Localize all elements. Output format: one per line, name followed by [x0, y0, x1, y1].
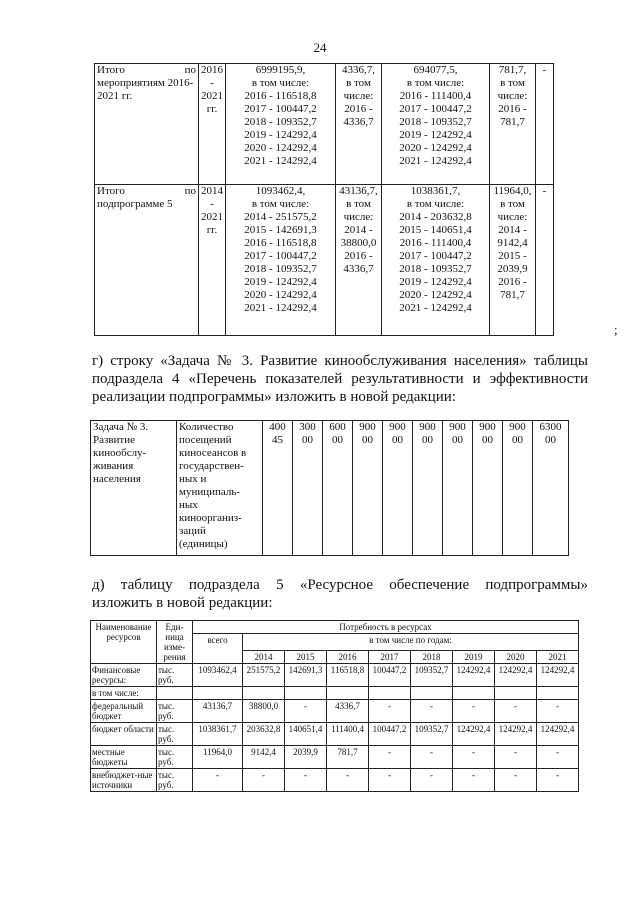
- resources-name: местные бюджеты: [91, 746, 157, 769]
- task-3-value-line: 400: [269, 421, 286, 433]
- resources-row: [91, 664, 579, 687]
- resources-year: 2015: [285, 651, 327, 664]
- resources-unit: тыс. руб.: [157, 700, 193, 723]
- summary-total-line: 2014 - 251575,2: [244, 211, 317, 223]
- page-number: 24: [313, 40, 327, 55]
- task-3-indicator-line: киносеансов в: [179, 447, 247, 459]
- paragraph-g-line: г) строку «Задача № 3. Развитие кинообслуживания населения» таблицы: [92, 353, 588, 369]
- summary-local-line: 781,7: [500, 289, 525, 301]
- resources-value: 140651,4: [285, 723, 327, 746]
- summary-total-line: в том числе:: [251, 77, 310, 89]
- task-3-value-line: 900: [359, 421, 376, 433]
- task-3-value-line: 00: [362, 434, 373, 446]
- task-3-value-line: 00: [302, 434, 313, 446]
- resources-value: 100447,2: [369, 664, 411, 687]
- resources-value: -: [537, 700, 579, 723]
- resources-value: -: [285, 700, 327, 723]
- resources-value: -: [453, 746, 495, 769]
- resources-unit: тыс. руб.: [157, 746, 193, 769]
- task-3-value-line: 900: [479, 421, 496, 433]
- task-3-value-line: 00: [512, 434, 523, 446]
- summary-regional-line: 2016 - 111400,4: [399, 90, 472, 102]
- task-3-value-line: 600: [329, 421, 346, 433]
- summary-local: [490, 64, 536, 185]
- summary-federal-line: 38800,0: [340, 237, 377, 249]
- task-3-indicator-line: государствен-: [179, 460, 244, 472]
- resources-value: [411, 687, 453, 700]
- summary-total-line: 2020 - 124292,4: [244, 142, 317, 154]
- resources-value: -: [537, 769, 579, 792]
- resources-value: -: [369, 700, 411, 723]
- task-3-value-line: 900: [389, 421, 406, 433]
- summary-local-line: числе:: [497, 90, 528, 102]
- task-3-indicator-line: Количество: [179, 421, 234, 433]
- resources-value: -: [411, 769, 453, 792]
- summary-local-line: 2016 -: [498, 103, 527, 115]
- resources-value: 124292,4: [495, 723, 537, 746]
- summary-label-rest: подпрограмме 5: [97, 198, 173, 210]
- resources-value: -: [495, 700, 537, 723]
- summary-label-word: Итого: [97, 64, 125, 76]
- paragraph-g-line: реализации подпрограммы» изложить в новой редакции:: [92, 389, 456, 405]
- resources-total: [193, 687, 243, 700]
- summary-total-line: 2016 - 116518,8: [244, 90, 317, 102]
- summary-federal-line: числе:: [343, 90, 374, 102]
- resources-value: [495, 687, 537, 700]
- trailing-semicolon: ;: [614, 322, 618, 337]
- resources-value: -: [369, 769, 411, 792]
- task-3-indicator-line: посещений: [179, 434, 232, 446]
- summary-total: [226, 64, 336, 185]
- summary-local-line: 781,7,: [498, 64, 527, 76]
- task-3-value-line: 45: [272, 434, 283, 446]
- summary-total-line: 2017 - 100447,2: [244, 103, 317, 115]
- resources-value: -: [495, 746, 537, 769]
- resources-total: 1093462,4: [193, 664, 243, 687]
- task-3-name-line: населения: [93, 473, 141, 485]
- summary-regional-line: 2018 - 109352,7: [399, 263, 472, 275]
- summary-label-word: Итого: [97, 185, 125, 197]
- resources-head-need: Потребность в ресурсах: [193, 621, 579, 634]
- resources-year: 2019: [453, 651, 495, 664]
- summary-regional-line: 2021 - 124292,4: [399, 155, 472, 167]
- task-3-value-line: 00: [392, 434, 403, 446]
- summary-total-line: 2019 - 124292,4: [244, 129, 317, 141]
- summary-total: [226, 185, 336, 336]
- resources-head-total: всего: [193, 634, 243, 664]
- task-3-value-line: 00: [482, 434, 493, 446]
- resources-unit: тыс. руб.: [157, 664, 193, 687]
- task-3-value: [413, 421, 443, 556]
- resources-value: 116518,8: [327, 664, 369, 687]
- summary-row: [95, 64, 554, 185]
- summary-regional-line: 2020 - 124292,4: [399, 142, 472, 154]
- resources-value: 109352,7: [411, 664, 453, 687]
- resources-year: 2021: [537, 651, 579, 664]
- resources-year: 2014: [243, 651, 285, 664]
- resources-unit: тыс. руб.: [157, 769, 193, 792]
- summary-federal-line: в том: [346, 198, 371, 210]
- resources-value: -: [369, 746, 411, 769]
- summary-federal-line: 4336,7: [343, 116, 374, 128]
- summary-total-line: 2019 - 124292,4: [244, 276, 317, 288]
- task-3-value: [443, 421, 473, 556]
- summary-period-line: гг.: [206, 224, 218, 236]
- summary-total-line: 1093462,4,: [255, 185, 306, 197]
- task-3-value-line: 6300: [539, 421, 562, 433]
- resources-total: 11964,0: [193, 746, 243, 769]
- resources-unit: [157, 687, 193, 700]
- summary-local-line: 2014 -: [498, 224, 527, 236]
- summary-regional-line: в том числе:: [406, 77, 465, 89]
- resources-value: -: [327, 769, 369, 792]
- summary-federal-line: 4336,7,: [342, 64, 375, 76]
- summary-total-line: в том числе:: [251, 198, 310, 210]
- summary-regional-line: 2020 - 124292,4: [399, 289, 472, 301]
- summary-regional-line: 2017 - 100447,2: [399, 250, 472, 262]
- task-3-value: [293, 421, 323, 556]
- task-3-name-line: живания: [93, 460, 134, 472]
- task-3-name-line: Развитие: [93, 434, 136, 446]
- resources-value: 109352,7: [411, 723, 453, 746]
- paragraph-d: [92, 576, 588, 612]
- task-3-value: [353, 421, 383, 556]
- task-3-value-line: 300: [299, 421, 316, 433]
- resources-value: 124292,4: [537, 664, 579, 687]
- resources-value: 124292,4: [453, 664, 495, 687]
- summary-total-line: 2018 - 109352,7: [244, 263, 317, 275]
- resources-value: [537, 687, 579, 700]
- summary-federal: [336, 185, 382, 336]
- resources-value: 124292,4: [537, 723, 579, 746]
- resources-year: 2017: [369, 651, 411, 664]
- resources-unit: тыс. руб.: [157, 723, 193, 746]
- task-3-name-line: Задача № 3.: [93, 421, 149, 433]
- summary-total-line: 2021 - 124292,4: [244, 155, 317, 167]
- summary-federal-line: числе:: [343, 211, 374, 223]
- task-3-value-line: 00: [452, 434, 463, 446]
- resources-head-name: Наименование ресурсов: [91, 621, 157, 664]
- summary-period-line: -: [210, 198, 214, 210]
- resources-row: [91, 769, 579, 792]
- resources-total: -: [193, 769, 243, 792]
- summary-local-line: 11964,0,: [493, 185, 532, 197]
- resources-value: [243, 687, 285, 700]
- summary-label-line: [97, 64, 196, 77]
- task-3-value: [533, 421, 569, 556]
- summary-total-line: 2020 - 124292,4: [244, 289, 317, 301]
- resources-table: [90, 620, 579, 792]
- resources-value: 9142,4: [243, 746, 285, 769]
- resources-total: 1038361,7: [193, 723, 243, 746]
- summary-federal-line: 2016 -: [344, 103, 373, 115]
- summary-local-line: 2039,9: [497, 263, 528, 275]
- resources-header-row: [91, 621, 579, 634]
- resources-value: [453, 687, 495, 700]
- resources-row: [91, 687, 579, 700]
- summary-total-line: 2017 - 100447,2: [244, 250, 317, 262]
- resources-name: в том числе:: [91, 687, 157, 700]
- summary-regional: [382, 185, 490, 336]
- summary-local-line: числе:: [497, 211, 528, 223]
- summary-total-line: 2016 - 116518,8: [244, 237, 317, 249]
- summary-regional-line: 2019 - 124292,4: [399, 129, 472, 141]
- task-3-row: [91, 421, 569, 556]
- summary-regional-line: 694077,5,: [413, 64, 458, 76]
- summary-federal-line: 43136,7,: [339, 185, 378, 197]
- resources-value: [369, 687, 411, 700]
- resources-value: -: [453, 769, 495, 792]
- summary-label-word: по: [184, 64, 196, 76]
- task-3-value: [473, 421, 503, 556]
- summary-regional-line: 2018 - 109352,7: [399, 116, 472, 128]
- task-3-indicator-line: ных и: [179, 473, 207, 485]
- summary-regional-line: 2017 - 100447,2: [399, 103, 472, 115]
- resources-year: 2018: [411, 651, 453, 664]
- paragraph-d-line: изложить в новой редакции:: [92, 595, 273, 611]
- summary-regional: [382, 64, 490, 185]
- resources-name: Финансовые ресурсы:: [91, 664, 157, 687]
- summary-period-line: гг.: [206, 103, 218, 115]
- summary-federal-line: 2016 -: [344, 250, 373, 262]
- resources-value: 38800,0: [243, 700, 285, 723]
- summary-total-line: 2018 - 109352,7: [244, 116, 317, 128]
- task-3-indicator-line: заций: [179, 525, 206, 537]
- summary-regional-line: 2016 - 111400,4: [399, 237, 472, 249]
- paragraph-g: [92, 352, 588, 406]
- summary-local: [490, 185, 536, 336]
- task-3-name-line: кинообслу-: [93, 447, 147, 459]
- summary-row: [95, 185, 554, 336]
- summary-label-rest: мероприятиям 2016-2021 гг.: [97, 77, 194, 102]
- resources-value: -: [285, 769, 327, 792]
- resources-value: 124292,4: [495, 664, 537, 687]
- summary-federal-line: 2014 -: [344, 224, 373, 236]
- resources-year: 2020: [495, 651, 537, 664]
- summary-period: [199, 185, 226, 336]
- task-3-value-line: 00: [422, 434, 433, 446]
- summary-total-line: 2021 - 124292,4: [244, 302, 317, 314]
- summary-period: [199, 64, 226, 185]
- resources-name: федеральный бюджет: [91, 700, 157, 723]
- resources-value: 100447,2: [369, 723, 411, 746]
- paragraph-d-line: д) таблицу подраздела 5 «Ресурсное обеспечение подпрограммы»: [92, 577, 588, 593]
- resources-value: 781,7: [327, 746, 369, 769]
- task-3-value: [383, 421, 413, 556]
- resources-value: -: [411, 700, 453, 723]
- summary-regional-line: 2021 - 124292,4: [399, 302, 472, 314]
- summary-federal-line: в том: [346, 77, 371, 89]
- task-3-value-line: 00: [545, 434, 556, 446]
- task-3-value-line: 900: [419, 421, 436, 433]
- task-3-indicator-line: муниципаль-: [179, 486, 241, 498]
- summary-label: [95, 185, 199, 336]
- summary-local-line: в том: [500, 77, 525, 89]
- task-3-indicator: [177, 421, 263, 556]
- resources-value: 124292,4: [453, 723, 495, 746]
- resources-name: бюджет области: [91, 723, 157, 746]
- resources-row: [91, 746, 579, 769]
- task-3-value: [263, 421, 293, 556]
- summary-regional-line: 1038361,7,: [410, 185, 461, 197]
- resources-value: -: [453, 700, 495, 723]
- summary-period-line: 2016: [201, 64, 223, 76]
- resources-value: -: [537, 746, 579, 769]
- summary-period-line: 2021: [201, 211, 223, 223]
- summary-total-line: 2015 - 142691,3: [244, 224, 317, 236]
- task-3-value: [323, 421, 353, 556]
- resources-year: 2016: [327, 651, 369, 664]
- task-3-value-line: 00: [332, 434, 343, 446]
- task-3-value-line: 900: [509, 421, 526, 433]
- task-3-indicator-line: (единицы): [179, 538, 228, 550]
- resources-value: [285, 687, 327, 700]
- summary-period-line: -: [210, 77, 214, 89]
- task-3-value: [503, 421, 533, 556]
- task-3-table: [90, 420, 569, 556]
- summary-period-line: 2021: [201, 90, 223, 102]
- resources-value: 142691,3: [285, 664, 327, 687]
- task-3-value-line: 900: [449, 421, 466, 433]
- resources-head-unit: Еди-ница изме-рения: [157, 621, 193, 664]
- resources-value: [327, 687, 369, 700]
- summary-local-line: в том: [500, 198, 525, 210]
- resources-value: -: [411, 746, 453, 769]
- summary-total-line: 6999195,9,: [255, 64, 306, 76]
- resources-value: 111400,4: [327, 723, 369, 746]
- resources-row: [91, 700, 579, 723]
- summary-regional-line: в том числе:: [406, 198, 465, 210]
- resources-total: 43136,7: [193, 700, 243, 723]
- summary-label: [95, 64, 199, 185]
- summary-regional-line: 2015 - 140651,4: [399, 224, 472, 236]
- task-3-name: [91, 421, 177, 556]
- summary-regional-line: 2019 - 124292,4: [399, 276, 472, 288]
- summary-regional-line: 2014 - 203632,8: [399, 211, 472, 223]
- summary-period-line: 2014: [201, 185, 223, 197]
- summary-local-line: 781,7: [500, 116, 525, 128]
- summary-federal: [336, 64, 382, 185]
- task-3-indicator-line: ных: [179, 499, 198, 511]
- summary-local-line: 2015 -: [498, 250, 527, 262]
- summary-other: -: [536, 185, 554, 336]
- resources-head-incl: в том числе по годам:: [243, 634, 579, 651]
- summary-federal-line: 4336,7: [343, 263, 374, 275]
- summary-local-line: 9142,4: [497, 237, 528, 249]
- paragraph-g-line: подраздела 4 «Перечень показателей результативности и эффективности: [92, 371, 588, 387]
- resources-value: 203632,8: [243, 723, 285, 746]
- resources-value: 4336,7: [327, 700, 369, 723]
- summary-other: -: [536, 64, 554, 185]
- resources-value: 2039,9: [285, 746, 327, 769]
- summary-label-word: по: [184, 185, 196, 197]
- summary-label-line: [97, 185, 196, 198]
- resources-value: -: [243, 769, 285, 792]
- resources-row: [91, 723, 579, 746]
- summary-local-line: 2016 -: [498, 276, 527, 288]
- task-3-indicator-line: киноорганиз-: [179, 512, 242, 524]
- resources-value: 251575,2: [243, 664, 285, 687]
- resources-name: внебюджет-ные источники: [91, 769, 157, 792]
- summary-table: [94, 63, 554, 336]
- resources-value: -: [495, 769, 537, 792]
